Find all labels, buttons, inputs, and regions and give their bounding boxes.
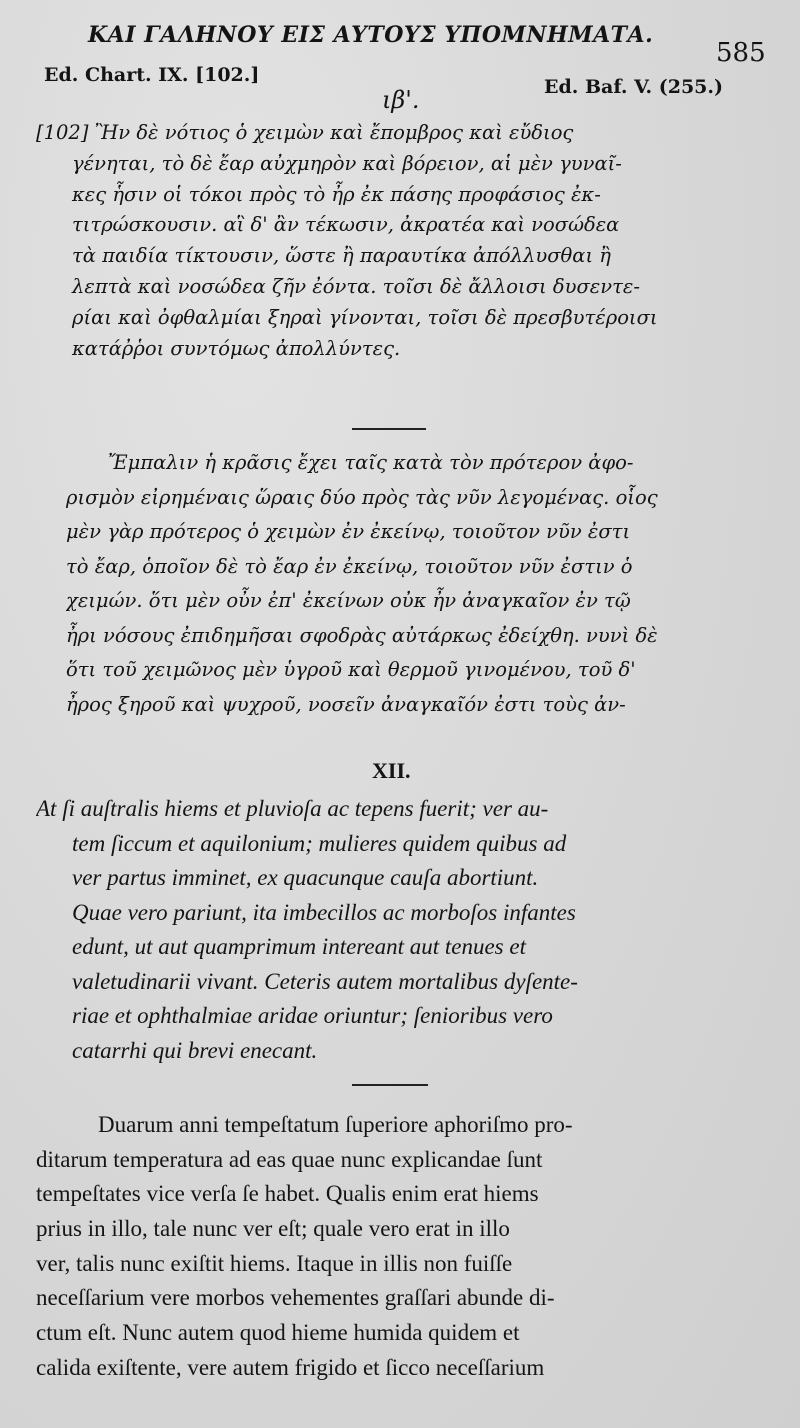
latin-commentary [36,1108,766,1386]
text-line: ver, talis nunc exiſtit hiems. Itaque in illis non fuiſſe [36,1250,513,1276]
text-line: λεπτὰ καὶ νοσώδεα ζῆν ἐόντα. τοῖσι δὲ ἄλλοισι δυσεντε- [72,274,640,298]
section-divider [352,428,426,430]
text-line: τιτρώσκουσιν. αἳ δ' ἂν τέκωσιν, ἀκρατέα καὶ νοσώδεα [72,213,620,237]
text-line: calida exiſtente, vere autem frigido et ſicco neceſſarium [36,1354,545,1380]
text-line: ἦρι νόσους ἐπιδημῆσαι σφοδρὰς αὐτάρκως ἐδείχθη. νυνὶ δὲ [66,623,658,647]
section-mark: ιβ'. [382,86,420,114]
text-line: tem ſiccum et aquilonium; mulieres quidem quibus ad [72,830,567,856]
greek-aphorism [36,118,766,364]
text-line: Ἔμπαλιν ἡ κρᾶσις ἔχει ταῖς κατὰ τὸν πρότερον ἀφο- [108,451,634,474]
text-line: tempeſtates vice verſa ſe habet. Qualis enim erat hiems [36,1181,539,1207]
text-line: ctum eſt. Nunc autem quod hieme humida quidem et [36,1320,520,1346]
text-line: τὰ παιδία τίκτουσιν, ὥστε ἢ παραυτίκα ἀπόλλυσθαι ἢ [72,244,611,268]
greek-commentary [66,446,766,722]
text-line: κατάῤῥοι συντόμως ἀπολλύντες. [72,336,401,360]
edition-reference-right: Ed. Baf. V. (255.) [544,76,723,98]
text-line: ρίαι καὶ ὀφθαλμίαι ξηραὶ γίνονται, τοῖσι δὲ πρεσβυτέροισι [72,305,658,329]
text-line: ditarum temperatura ad eas quae nunc explicandae ſunt [36,1146,543,1172]
text-line: ἦρος ξηροῦ καὶ ψυχροῦ, νοσεῖν ἀναγκαῖόν ἐστι τοὺς ἀν- [66,692,626,716]
text-line: ρισμὸν εἰρημέναις ὥραις δύο πρὸς τὰς νῦν λεγομένας. οἷος [66,485,658,509]
text-line: τὸ ἔαρ, ὁποῖον δὲ τὸ ἔαρ ἐν ἐκείνῳ, τοιοῦτον νῦν ἐστιν ὁ [66,554,633,578]
text-line: ὅτι τοῦ χειμῶνος μὲν ὑγροῦ καὶ θερμοῦ γινομένου, τοῦ δ' [66,658,636,681]
latin-aphorism [36,792,766,1068]
text-line: Duarum anni tempeſtatum ſuperiore aphoriſmo pro- [98,1112,573,1137]
text-line: κες ἧσιν οἱ τόκοι πρὸς τὸ ἦρ ἐκ πάσης προφάσιος ἐκ- [72,182,601,206]
text-line: ver partus imminet, ex quacunque cauſa abortiunt. [72,865,539,890]
text-line: χειμών. ὅτι μὲν οὖν ἐπ' ἐκείνων οὐκ ἦν ἀναγκαῖον ἐν τῷ [66,589,631,612]
text-line: neceſſarium vere morbos vehementes graſſari abunde di- [36,1285,555,1311]
text-line: catarrhi qui brevi enecant. [72,1037,318,1063]
text-line: At ſi auſtralis hiems et pluvioſa ac tepens fuerit; ver au- [36,796,549,821]
text-line: edunt, ut aut quamprimum intereant aut tenues et [72,934,526,959]
edition-reference-left: Ed. Chart. IX. [102.] [44,64,260,86]
text-line: valetudinarii vivant. Ceteris autem mortalibus dyſente- [72,968,578,994]
aphorism-number: XII. [372,758,411,783]
text-line: Quae vero pariunt, ita imbecillos ac morboſos infantes [72,899,576,925]
text-line: prius in illo, tale nunc ver eſt; quale vero erat in illo [36,1216,510,1242]
running-head: ΚΑΙ ΓΑΛΗΝΟΥ ΕΙΣ ΑΥΤΟΥΣ ΥΠΟΜΝΗΜΑΤΑ. [88,22,654,48]
page-number: 585 [716,38,766,68]
text-line: riae et ophthalmiae aridae oriuntur; ſenioribus vero [72,1003,553,1028]
text-line: γένηται, τὸ δὲ ἔαρ αὐχμηρὸν καὶ βόρειον, αἱ μὲν γυναῖ- [72,151,622,175]
section-divider [352,1084,428,1086]
text-line: [102] Ἢν δὲ νότιος ὁ χειμὼν καὶ ἔπομβρος καὶ εὔδιος [36,121,574,144]
text-line: μὲν γὰρ πρότερος ὁ χειμὼν ἐν ἐκείνῳ, τοιοῦτον νῦν ἐστι [66,520,631,543]
